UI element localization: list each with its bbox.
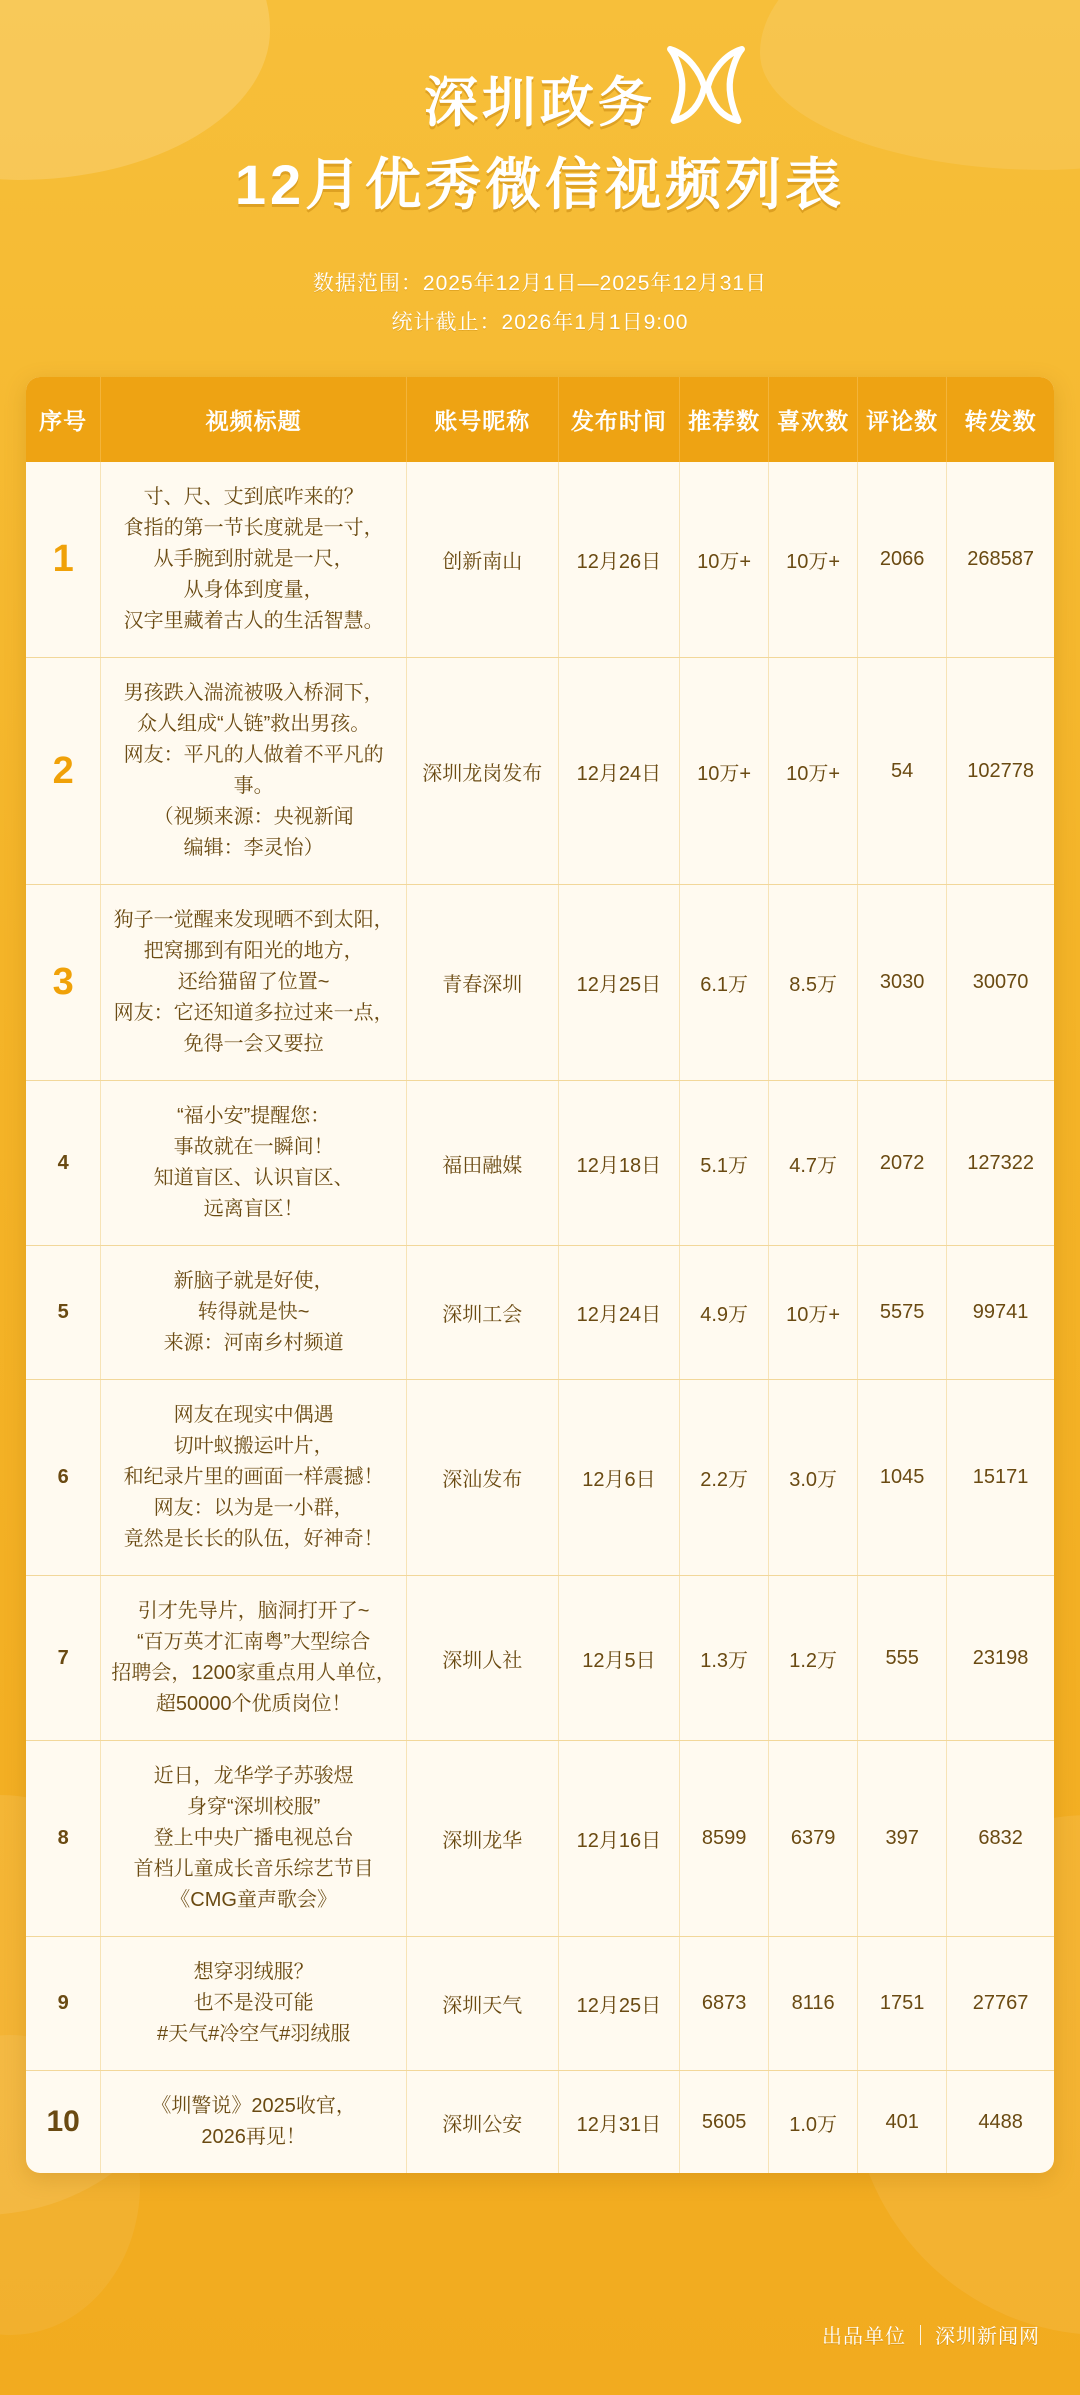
cell-date: 12月26日	[558, 462, 679, 658]
cell-comments: 555	[858, 1576, 947, 1741]
table-row	[26, 1081, 1054, 1246]
cell-date: 12月5日	[558, 1576, 679, 1741]
cell-title: 男孩跌入湍流被吸入桥洞下， 众人组成“人链”救出男孩。 网友：平凡的人做着不平凡的事。 （视频来源：央视新闻 编辑：李灵怡）	[101, 658, 407, 885]
cell-rank: 4	[26, 1081, 101, 1246]
video-list-card	[26, 377, 1054, 2173]
cell-comments: 2066	[858, 462, 947, 658]
data-range-block	[0, 264, 1080, 344]
column-header-recommends: 推荐数	[680, 377, 769, 462]
video-list-table	[26, 377, 1054, 2173]
cell-recommends: 1.3万	[680, 1576, 769, 1741]
title-row-1	[424, 70, 656, 138]
cell-rank: 3	[26, 885, 101, 1081]
cell-account: 创新南山	[406, 462, 558, 658]
cell-likes: 8116	[769, 1937, 858, 2071]
table-header	[26, 377, 1054, 462]
cell-account: 深圳龙华	[406, 1741, 558, 1937]
cell-recommends: 6873	[680, 1937, 769, 2071]
table-header-row	[26, 377, 1054, 462]
table-row	[26, 1937, 1054, 2071]
footer-label: 出品单位	[822, 2326, 906, 2348]
cell-date: 12月25日	[558, 1937, 679, 2071]
cell-date: 12月25日	[558, 885, 679, 1081]
cell-title: 寸、尺、丈到底咋来的？ 食指的第一节长度就是一寸， 从手腕到肘就是一尺， 从身体到度量， 汉字里藏着古人的生活智慧。	[101, 462, 407, 658]
table-row	[26, 1741, 1054, 1937]
cell-likes: 4.7万	[769, 1081, 858, 1246]
cell-comments: 2072	[858, 1081, 947, 1246]
cell-shares: 23198	[947, 1576, 1054, 1741]
cell-date: 12月31日	[558, 2071, 679, 2174]
cell-likes: 1.2万	[769, 1576, 858, 1741]
cell-recommends: 2.2万	[680, 1380, 769, 1576]
table-row	[26, 1246, 1054, 1380]
cell-account: 福田融媒	[406, 1081, 558, 1246]
cell-recommends: 4.9万	[680, 1246, 769, 1380]
footer	[822, 2320, 1040, 2349]
cell-date: 12月6日	[558, 1380, 679, 1576]
column-header-likes: 喜欢数	[769, 377, 858, 462]
cell-recommends: 8599	[680, 1741, 769, 1937]
column-header-shares: 转发数	[947, 377, 1054, 462]
cell-rank: 1	[26, 462, 101, 658]
cell-account: 深圳工会	[406, 1246, 558, 1380]
cell-rank: 2	[26, 658, 101, 885]
cell-rank: 7	[26, 1576, 101, 1741]
cell-account: 深汕发布	[406, 1380, 558, 1576]
cell-title: 《圳警说》2025收官， 2026再见！	[101, 2071, 407, 2174]
cell-date: 12月16日	[558, 1741, 679, 1937]
column-header-title: 视频标题	[101, 377, 407, 462]
table-row	[26, 1380, 1054, 1576]
column-header-comments: 评论数	[858, 377, 947, 462]
column-header-account: 账号昵称	[406, 377, 558, 462]
table-row	[26, 462, 1054, 658]
cell-comments: 3030	[858, 885, 947, 1081]
cell-account: 青春深圳	[406, 885, 558, 1081]
cell-likes: 10万+	[769, 658, 858, 885]
cell-rank: 5	[26, 1246, 101, 1380]
cell-comments: 1751	[858, 1937, 947, 2071]
page-title-line1: 深圳政务	[424, 73, 656, 133]
cell-likes: 10万+	[769, 1246, 858, 1380]
cell-likes: 3.0万	[769, 1380, 858, 1576]
cell-likes: 1.0万	[769, 2071, 858, 2174]
cell-account: 深圳人社	[406, 1576, 558, 1741]
cell-shares: 268587	[947, 462, 1054, 658]
cell-date: 12月24日	[558, 658, 679, 885]
cell-date: 12月18日	[558, 1081, 679, 1246]
cell-comments: 5575	[858, 1246, 947, 1380]
cell-rank: 8	[26, 1741, 101, 1937]
statistics-cutoff-line: 统计截止：2026年1月1日9:00	[391, 311, 689, 335]
table-row	[26, 658, 1054, 885]
data-range-line: 数据范围：2025年12月1日—2025年12月31日	[312, 271, 768, 295]
column-header-rank: 序号	[26, 377, 101, 462]
footer-publisher: 深圳新闻网	[935, 2326, 1040, 2348]
cell-shares: 6832	[947, 1741, 1054, 1937]
cell-shares: 127322	[947, 1081, 1054, 1246]
cell-title: 新脑子就是好使， 转得就是快~ 来源：河南乡村频道	[101, 1246, 407, 1380]
cell-shares: 102778	[947, 658, 1054, 885]
poster-header	[0, 0, 1080, 343]
cell-rank: 9	[26, 1937, 101, 2071]
cell-shares: 4488	[978, 2110, 1023, 2133]
cell-comments: 397	[858, 1741, 947, 1937]
cell-title: 引才先导片，脑洞打开了~ “百万英才汇南粤”大型综合 招聘会，1200家重点用人单位， 超50000个优质岗位！	[101, 1576, 407, 1741]
table-body	[26, 462, 1054, 2173]
page-title-line2: 12月优秀微信视频列表	[234, 152, 846, 216]
cell-rank: 6	[26, 1380, 101, 1576]
table-row	[26, 885, 1054, 1081]
cell-title: 近日，龙华学子苏骏煜 身穿“深圳校服” 登上中央广播电视总台 首档儿童成长音乐综艺节目 《CMG童声歌会》	[101, 1741, 407, 1937]
cell-account: 深圳龙岗发布	[406, 658, 558, 885]
table-row	[26, 1576, 1054, 1741]
cell-comments: 54	[858, 658, 947, 885]
cell-recommends: 5605	[680, 2071, 769, 2174]
table-row	[26, 2071, 1054, 2174]
cell-title: 想穿羽绒服？ 也不是没可能 #天气#冷空气#羽绒服	[101, 1937, 407, 2071]
cell-recommends: 6.1万	[680, 885, 769, 1081]
cell-recommends: 10万+	[680, 462, 769, 658]
cell-likes: 6379	[769, 1741, 858, 1937]
cell-date: 12月24日	[558, 1246, 679, 1380]
cell-account: 深圳公安	[406, 2071, 558, 2174]
cell-rank: 10	[26, 2071, 101, 2174]
cell-title: 网友在现实中偶遇 切叶蚁搬运叶片， 和纪录片里的画面一样震撼！ 网友：以为是一小群， 竟然是长长的队伍，好神奇！	[101, 1380, 407, 1576]
cell-comments: 1045	[858, 1380, 947, 1576]
cell-recommends: 5.1万	[680, 1081, 769, 1246]
cell-shares: 27767	[947, 1937, 1054, 2071]
cell-shares: 15171	[947, 1380, 1054, 1576]
cell-shares: 30070	[947, 885, 1054, 1081]
cell-likes: 10万+	[769, 462, 858, 658]
cell-account: 深圳天气	[406, 1937, 558, 2071]
cell-title: “福小安”提醒您： 事故就在一瞬间！ 知道盲区、认识盲区、 远离盲区！	[101, 1081, 407, 1246]
butterfly-logo-icon	[660, 42, 752, 128]
cell-shares: 99741	[947, 1246, 1054, 1380]
cell-likes: 8.5万	[769, 885, 858, 1081]
cell-recommends: 10万+	[680, 658, 769, 885]
title-row-2	[0, 150, 1080, 220]
cell-comments: 401	[858, 2071, 947, 2174]
footer-divider	[920, 2325, 921, 2345]
column-header-date: 发布时间	[558, 377, 679, 462]
cell-title: 狗子一觉醒来发现晒不到太阳， 把窝挪到有阳光的地方， 还给猫留了位置~ 网友：它还知道多拉过来一点， 免得一会又要拉	[101, 885, 407, 1081]
